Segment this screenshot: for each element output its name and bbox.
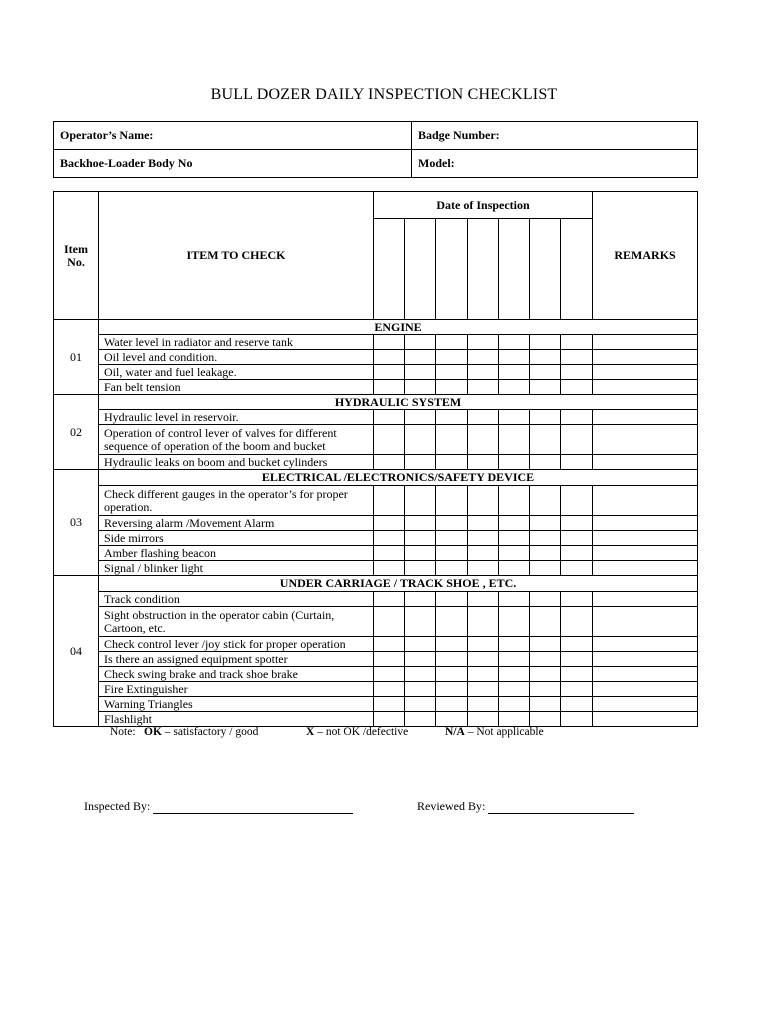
date-check-cell[interactable] (436, 410, 468, 425)
date-check-cell[interactable] (561, 712, 593, 727)
table-row (54, 380, 698, 395)
table-row (54, 365, 698, 380)
check-item-label: Operation of control lever of valves for different sequence of operation of the boom and bucket (99, 425, 374, 455)
table-row (54, 350, 698, 365)
date-check-cell[interactable] (468, 546, 499, 561)
x-text: – not OK /defective (314, 726, 409, 738)
date-check-cell[interactable] (499, 607, 530, 637)
date-check-cell[interactable] (405, 592, 436, 607)
column-header-item-no: Item No. (54, 192, 99, 320)
table-row (54, 531, 698, 546)
date-check-cell[interactable] (468, 350, 499, 365)
date-check-cell[interactable] (436, 365, 468, 380)
remarks-cell[interactable] (593, 592, 698, 607)
date-check-cell[interactable] (436, 712, 468, 727)
check-item-label: Water level in radiator and reserve tank (99, 335, 374, 350)
date-check-cell[interactable] (405, 697, 436, 712)
date-check-cell[interactable] (499, 516, 530, 531)
date-check-cell[interactable] (436, 607, 468, 637)
date-cell[interactable] (468, 219, 499, 320)
date-check-cell[interactable] (374, 516, 405, 531)
date-check-cell[interactable] (374, 697, 405, 712)
check-item-label: Oil, water and fuel leakage. (99, 365, 374, 380)
remarks-cell[interactable] (593, 697, 698, 712)
date-check-cell[interactable] (374, 455, 405, 470)
date-check-cell[interactable] (374, 486, 405, 516)
date-check-cell[interactable] (436, 455, 468, 470)
date-check-cell[interactable] (374, 652, 405, 667)
date-check-cell[interactable] (405, 637, 436, 652)
date-check-cell[interactable] (436, 380, 468, 395)
date-check-cell[interactable] (561, 667, 593, 682)
date-check-cell[interactable] (499, 380, 530, 395)
inspected-by-signature-line[interactable] (153, 801, 353, 814)
date-check-cell[interactable] (468, 410, 499, 425)
date-check-cell[interactable] (468, 516, 499, 531)
date-check-cell[interactable] (436, 350, 468, 365)
item-number: 03 (54, 470, 99, 576)
date-check-cell[interactable] (405, 561, 436, 576)
date-check-cell[interactable] (499, 410, 530, 425)
date-check-cell[interactable] (468, 592, 499, 607)
remarks-cell[interactable] (593, 380, 698, 395)
date-check-cell[interactable] (530, 531, 561, 546)
check-item-label: Signal / blinker light (99, 561, 374, 576)
remarks-cell[interactable] (593, 561, 698, 576)
date-check-cell[interactable] (530, 607, 561, 637)
table-row (54, 425, 698, 455)
date-check-cell[interactable] (499, 667, 530, 682)
date-check-cell[interactable] (468, 697, 499, 712)
date-check-cell[interactable] (499, 335, 530, 350)
date-check-cell[interactable] (561, 546, 593, 561)
date-check-cell[interactable] (499, 637, 530, 652)
remarks-cell[interactable] (593, 667, 698, 682)
date-check-cell[interactable] (561, 531, 593, 546)
date-check-cell[interactable] (530, 652, 561, 667)
date-check-cell[interactable] (405, 546, 436, 561)
date-check-cell[interactable] (436, 486, 468, 516)
table-row (54, 335, 698, 350)
date-check-cell[interactable] (530, 335, 561, 350)
date-check-cell[interactable] (468, 667, 499, 682)
date-check-cell[interactable] (405, 335, 436, 350)
date-check-cell[interactable] (374, 607, 405, 637)
date-check-cell[interactable] (530, 380, 561, 395)
date-check-cell[interactable] (405, 365, 436, 380)
reviewed-by-label: Reviewed By: (417, 799, 486, 813)
date-check-cell[interactable] (468, 425, 499, 455)
date-check-cell[interactable] (530, 592, 561, 607)
table-row (54, 667, 698, 682)
date-check-cell[interactable] (499, 561, 530, 576)
section-title: ELECTRICAL /ELECTRONICS/SAFETY DEVICE (99, 470, 698, 486)
badge-number-field[interactable]: Badge Number: (412, 122, 698, 150)
date-check-cell[interactable] (405, 682, 436, 697)
check-item-label: Track condition (99, 592, 374, 607)
date-check-cell[interactable] (561, 350, 593, 365)
date-check-cell[interactable] (499, 486, 530, 516)
check-item-label: Reversing alarm /Movement Alarm (99, 516, 374, 531)
date-check-cell[interactable] (468, 561, 499, 576)
table-row (54, 652, 698, 667)
date-check-cell[interactable] (561, 652, 593, 667)
date-check-cell[interactable] (530, 697, 561, 712)
date-check-cell[interactable] (530, 486, 561, 516)
date-check-cell[interactable] (374, 410, 405, 425)
date-check-cell[interactable] (499, 546, 530, 561)
table-row (54, 712, 698, 727)
date-check-cell[interactable] (530, 561, 561, 576)
date-check-cell[interactable] (561, 516, 593, 531)
date-check-cell[interactable] (436, 546, 468, 561)
table-row (54, 561, 698, 576)
date-check-cell[interactable] (561, 682, 593, 697)
date-check-cell[interactable] (499, 365, 530, 380)
date-check-cell[interactable] (468, 531, 499, 546)
date-cell[interactable] (374, 219, 405, 320)
date-check-cell[interactable] (530, 712, 561, 727)
date-check-cell[interactable] (436, 335, 468, 350)
check-item-label: Side mirrors (99, 531, 374, 546)
column-header-item-to-check: ITEM TO CHECK (99, 192, 374, 320)
column-header-remarks: REMARKS (593, 192, 698, 320)
date-check-cell[interactable] (436, 667, 468, 682)
remarks-cell[interactable] (593, 410, 698, 425)
date-check-cell[interactable] (499, 712, 530, 727)
page-title: BULL DOZER DAILY INSPECTION CHECKLIST (210, 86, 558, 103)
date-check-cell[interactable] (405, 380, 436, 395)
date-check-cell[interactable] (561, 637, 593, 652)
date-check-cell[interactable] (374, 667, 405, 682)
date-check-cell[interactable] (405, 531, 436, 546)
date-check-cell[interactable] (499, 697, 530, 712)
date-check-cell[interactable] (530, 546, 561, 561)
table-row (54, 697, 698, 712)
date-check-cell[interactable] (405, 712, 436, 727)
date-check-cell[interactable] (436, 652, 468, 667)
item-number: 01 (54, 320, 99, 395)
section-title: ENGINE (99, 320, 698, 335)
check-item-label: Flashlight (99, 712, 374, 727)
date-check-cell[interactable] (374, 350, 405, 365)
na-code: N/A (445, 726, 465, 738)
date-check-cell[interactable] (499, 455, 530, 470)
date-check-cell[interactable] (436, 682, 468, 697)
date-check-cell[interactable] (405, 667, 436, 682)
table-row (54, 637, 698, 652)
table-row (54, 486, 698, 516)
date-check-cell[interactable] (374, 365, 405, 380)
date-cell[interactable] (499, 219, 530, 320)
inspected-by-block (84, 799, 353, 814)
check-item-label: Sight obstruction in the operator cabin (Curtain, Cartoon, etc. (99, 607, 374, 637)
date-check-cell[interactable] (468, 365, 499, 380)
date-check-cell[interactable] (405, 410, 436, 425)
date-check-cell[interactable] (468, 455, 499, 470)
date-check-cell[interactable] (530, 410, 561, 425)
date-check-cell[interactable] (374, 531, 405, 546)
date-check-cell[interactable] (436, 592, 468, 607)
section-title: UNDER CARRIAGE / TRACK SHOE , ETC. (99, 576, 698, 592)
date-check-cell[interactable] (374, 712, 405, 727)
date-check-cell[interactable] (374, 682, 405, 697)
check-item-label: Check swing brake and track shoe brake (99, 667, 374, 682)
date-check-cell[interactable] (374, 561, 405, 576)
date-check-cell[interactable] (530, 425, 561, 455)
operator-info-table (53, 121, 698, 178)
date-check-cell[interactable] (561, 697, 593, 712)
remarks-cell[interactable] (593, 350, 698, 365)
date-check-cell[interactable] (561, 592, 593, 607)
remarks-cell[interactable] (593, 516, 698, 531)
remarks-cell[interactable] (593, 637, 698, 652)
date-check-cell[interactable] (561, 455, 593, 470)
check-item-label: Amber flashing beacon (99, 546, 374, 561)
inspected-by-label: Inspected By: (84, 799, 151, 813)
date-check-cell[interactable] (561, 607, 593, 637)
item-number: 02 (54, 395, 99, 470)
date-check-cell[interactable] (561, 365, 593, 380)
item-number: 04 (54, 576, 99, 727)
date-check-cell[interactable] (499, 682, 530, 697)
remarks-cell[interactable] (593, 455, 698, 470)
date-check-cell[interactable] (499, 350, 530, 365)
date-check-cell[interactable] (530, 516, 561, 531)
remarks-cell[interactable] (593, 607, 698, 637)
date-check-cell[interactable] (374, 425, 405, 455)
table-row (54, 607, 698, 637)
date-cell[interactable] (530, 219, 561, 320)
date-check-cell[interactable] (468, 637, 499, 652)
date-check-cell[interactable] (530, 667, 561, 682)
note-prefix: Note: (110, 726, 136, 738)
date-check-cell[interactable] (436, 561, 468, 576)
na-text: – Not applicable (464, 726, 544, 738)
check-item-label: Oil level and condition. (99, 350, 374, 365)
remarks-cell[interactable] (593, 712, 698, 727)
date-check-cell[interactable] (530, 350, 561, 365)
inspection-checklist-table (53, 191, 698, 727)
date-check-cell[interactable] (374, 380, 405, 395)
ok-text: – satisfactory / good (161, 726, 259, 738)
date-check-cell[interactable] (468, 652, 499, 667)
reviewed-by-signature-line[interactable] (488, 801, 634, 814)
date-check-cell[interactable] (468, 607, 499, 637)
date-check-cell[interactable] (530, 637, 561, 652)
remarks-cell[interactable] (593, 335, 698, 350)
table-row (54, 410, 698, 425)
date-check-cell[interactable] (405, 350, 436, 365)
table-row (54, 682, 698, 697)
date-check-cell[interactable] (436, 697, 468, 712)
check-item-label: Is there an assigned equipment spotter (99, 652, 374, 667)
check-item-label: Hydraulic leaks on boom and bucket cylinders (99, 455, 374, 470)
date-check-cell[interactable] (561, 486, 593, 516)
remarks-cell[interactable] (593, 486, 698, 516)
date-check-cell[interactable] (405, 607, 436, 637)
column-header-date-of-inspection: Date of Inspection (374, 192, 593, 219)
check-item-label: Warning Triangles (99, 697, 374, 712)
date-check-cell[interactable] (436, 637, 468, 652)
date-check-cell[interactable] (499, 592, 530, 607)
reviewed-by-block (417, 799, 634, 814)
date-check-cell[interactable] (468, 380, 499, 395)
remarks-cell[interactable] (593, 365, 698, 380)
date-cell[interactable] (405, 219, 436, 320)
date-check-cell[interactable] (405, 652, 436, 667)
date-check-cell[interactable] (405, 455, 436, 470)
date-check-cell[interactable] (468, 682, 499, 697)
date-check-cell[interactable] (374, 335, 405, 350)
date-check-cell[interactable] (436, 531, 468, 546)
date-check-cell[interactable] (374, 637, 405, 652)
date-check-cell[interactable] (436, 425, 468, 455)
check-item-label: Fan belt tension (99, 380, 374, 395)
date-check-cell[interactable] (468, 335, 499, 350)
check-item-label: Check different gauges in the operator’s for proper operation. (99, 486, 374, 516)
remarks-cell[interactable] (593, 546, 698, 561)
date-check-cell[interactable] (530, 455, 561, 470)
check-item-label: Fire Extinguisher (99, 682, 374, 697)
date-check-cell[interactable] (499, 425, 530, 455)
date-check-cell[interactable] (561, 425, 593, 455)
operator-name-field[interactable]: Operator’s Name: (54, 122, 412, 150)
section-title: HYDRAULIC SYSTEM (99, 395, 698, 410)
date-check-cell[interactable] (468, 712, 499, 727)
table-row (54, 516, 698, 531)
date-check-cell[interactable] (530, 682, 561, 697)
date-check-cell[interactable] (561, 410, 593, 425)
date-check-cell[interactable] (468, 486, 499, 516)
remarks-cell[interactable] (593, 682, 698, 697)
ok-code: OK (144, 726, 162, 738)
model-field[interactable]: Model: (412, 150, 698, 178)
body-number-field[interactable]: Backhoe-Loader Body No (54, 150, 412, 178)
x-code: X (306, 726, 315, 738)
remarks-cell[interactable] (593, 425, 698, 455)
table-row (54, 455, 698, 470)
date-check-cell[interactable] (499, 531, 530, 546)
table-row (54, 546, 698, 561)
date-check-cell[interactable] (499, 652, 530, 667)
date-check-cell[interactable] (530, 365, 561, 380)
date-check-cell[interactable] (561, 380, 593, 395)
check-item-label: Hydraulic level in reservoir. (99, 410, 374, 425)
remarks-cell[interactable] (593, 531, 698, 546)
remarks-cell[interactable] (593, 652, 698, 667)
date-check-cell[interactable] (561, 335, 593, 350)
date-check-cell[interactable] (405, 425, 436, 455)
date-check-cell[interactable] (374, 546, 405, 561)
date-check-cell[interactable] (436, 516, 468, 531)
date-cell[interactable] (436, 219, 468, 320)
table-row (54, 592, 698, 607)
date-cell[interactable] (561, 219, 593, 320)
date-check-cell[interactable] (561, 561, 593, 576)
date-check-cell[interactable] (405, 516, 436, 531)
date-check-cell[interactable] (405, 486, 436, 516)
date-check-cell[interactable] (374, 592, 405, 607)
check-item-label: Check control lever /joy stick for proper operation (99, 637, 374, 652)
